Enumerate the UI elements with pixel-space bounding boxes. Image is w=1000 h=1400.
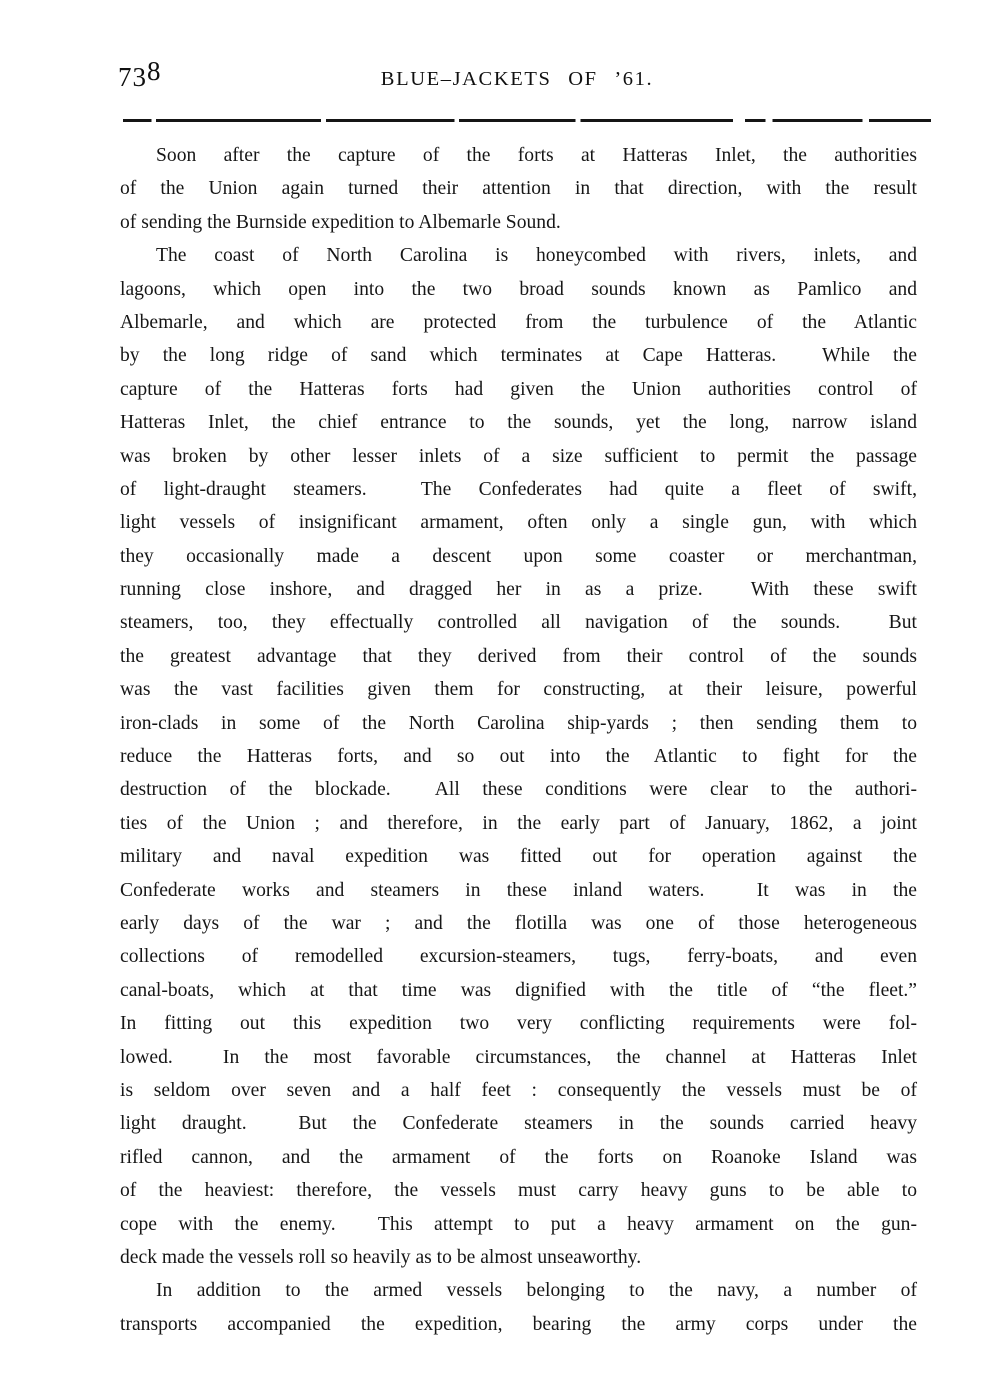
text-line: deck made the vessels roll so heavily as to be almost unseaworthy. — [120, 1246, 642, 1268]
text-line: In fitting out this expedition two very conflicting requirements were fol- — [120, 1013, 917, 1035]
text-line: by the long ridge of sand which terminates at Cape Hatteras. While the — [120, 345, 917, 367]
text-line: destruction of the blockade. All these conditions were clear to the authori- — [120, 779, 917, 801]
page-number-main: 73 — [118, 62, 147, 92]
text-line: collections of remodelled excursion-steamers, tugs, ferry-boats, and even — [120, 946, 917, 968]
text-line: rifled cannon, and the armament of the forts on Roanoke Island was — [120, 1146, 917, 1168]
text-line: canal-boats, which at that time was dignified with the title of “the fleet.” — [120, 979, 917, 1001]
text-line: light draught. But the Confederate steamers in the sounds carried heavy — [120, 1113, 917, 1135]
text-block — [120, 139, 917, 1341]
text-line: steamers, too, they effectually controlled all navigation of the sounds. But — [120, 612, 917, 634]
text-line: transports accompanied the expedition, bearing the army corps under the — [120, 1313, 917, 1335]
text-line: early days of the war ; and the flotilla was one of those heterogeneous — [120, 912, 917, 934]
running-title: BLUE–JACKETS OF ’61. — [380, 68, 654, 90]
text-line: the greatest advantage that they derived from their control of the sounds — [120, 645, 917, 667]
text-line: Hatteras Inlet, the chief entrance to the sounds, yet the long, narrow island — [120, 412, 917, 434]
text-line: ties of the Union ; and therefore, in the early part of January, 1862, a joint — [120, 812, 917, 834]
text-line: was broken by other lesser inlets of a size sufficient to permit the passage — [120, 445, 917, 467]
text-line: lowed. In the most favorable circumstances, the channel at Hatteras Inlet — [120, 1046, 917, 1068]
text-line: is seldom over seven and a half feet : consequently the vessels must be of — [120, 1079, 917, 1101]
text-line: In addition to the armed vessels belonging to the navy, a number of — [156, 1280, 917, 1302]
text-line: Confederate works and steamers in these inland waters. It was in the — [120, 879, 917, 901]
text-line: Albemarle, and which are protected from the turbulence of the Atlantic — [120, 311, 917, 333]
text-line: of light-draught steamers. The Confederates had quite a fleet of swift, — [120, 478, 917, 500]
text-line: lagoons, which open into the two broad sounds known as Pamlico and — [120, 278, 917, 300]
page-number-raised-digit: 8 — [147, 56, 162, 86]
text-line: The coast of North Carolina is honeycombed with rivers, inlets, and — [156, 245, 917, 267]
header-rule — [123, 119, 931, 122]
text-line: of the heaviest: therefore, the vessels must carry heavy guns to be able to — [120, 1180, 917, 1202]
text-line: they occasionally made a descent upon some coaster or merchantman, — [120, 545, 917, 567]
text-line: light vessels of insignificant armament, often only a single gun, with which — [120, 512, 917, 534]
text-line: capture of the Hatteras forts had given the Union authorities control of — [120, 378, 917, 400]
text-line: reduce the Hatteras forts, and so out into the Atlantic to fight for the — [120, 746, 917, 768]
text-line: Soon after the capture of the forts at Hatteras Inlet, the authorities — [156, 145, 917, 166]
text-line: was the vast facilities given them for constructing, at their leisure, powerful — [120, 679, 917, 701]
text-line: of the Union again turned their attention in that direction, with the result — [120, 178, 917, 200]
text-line: military and naval expedition was fitted out for operation against the — [120, 846, 917, 868]
text-line: cope with the enemy. This attempt to put a heavy armament on the gun- — [120, 1213, 917, 1235]
text-line: of sending the Burnside expedition to Albemarle Sound. — [120, 211, 561, 233]
text-line: running close inshore, and dragged her in as a prize. With these swift — [120, 579, 917, 601]
text-line: iron-clads in some of the North Carolina ship-yards ; then sending them to — [120, 712, 917, 734]
